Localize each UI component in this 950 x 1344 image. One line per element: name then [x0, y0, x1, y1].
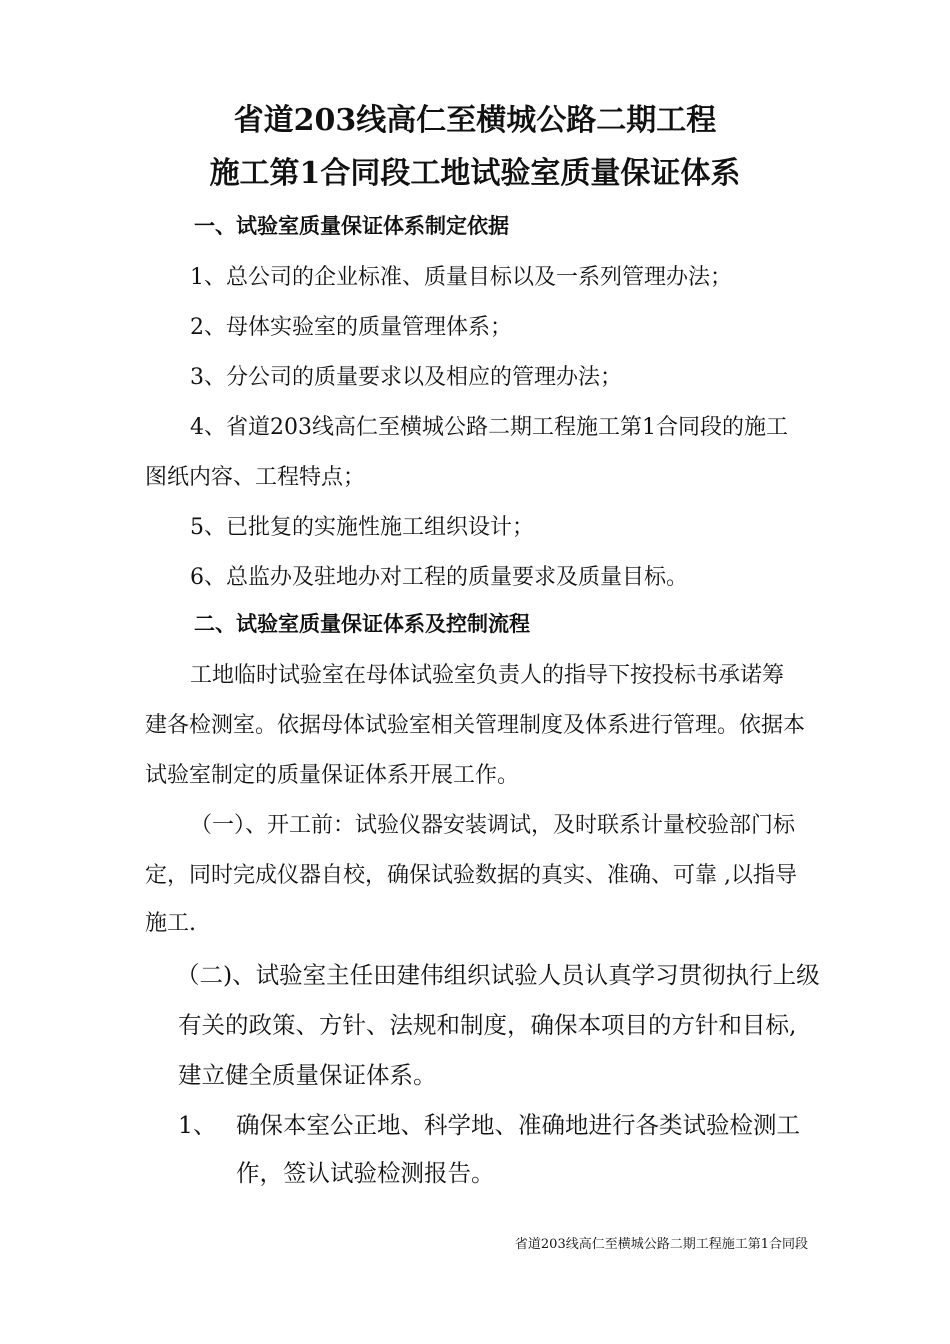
- basis-item-3: 3、分公司的质量要求以及相应的管理办法；: [190, 365, 622, 390]
- page-footer: 省道203线高仁至横城公路二期工程施工第1合同段: [514, 1237, 808, 1252]
- stage-one-paragraph-line-3: 施工.: [145, 911, 196, 936]
- stage-two-paragraph-line-1: （二)、试验室主任田建伟组织试验人员认真学习贯彻执行上级: [176, 961, 820, 989]
- intro-paragraph-line-2: 建各检测室。依据母体试验室相关管理制度及体系进行管理。依据本: [145, 713, 806, 738]
- basis-item-2: 2、母体实验室的质量管理体系；: [190, 315, 512, 340]
- stage-two-paragraph-line-3: 建立健全质量保证体系。: [178, 1061, 437, 1089]
- item-1-text-line-2: 作，签认试验检测报告。: [236, 1159, 495, 1187]
- basis-item-6: 6、总监办及驻地办对工程的质量要求及质量目标。: [190, 565, 688, 590]
- basis-item-5: 5、已批复的实施性施工组织设计；: [190, 515, 534, 540]
- stage-one-paragraph-line-2: 定，同时完成仪器自校，确保试验数据的真实、准确、可靠 ,以指导: [145, 863, 797, 888]
- item-1-number: 1、: [178, 1111, 217, 1139]
- section-1-heading: 一、试验室质量保证体系制定依据: [194, 213, 509, 238]
- stage-one-paragraph-line-1: （一）、开工前：试验仪器安装调试，及时联系计量校验部门标: [190, 813, 796, 838]
- basis-item-1: 1、总公司的企业标准、质量目标以及一系列管理办法；: [190, 265, 732, 290]
- basis-item-4-continued: 图纸内容、工程特点；: [145, 465, 366, 490]
- document-title-line-1: 省道203线高仁至横城公路二期工程: [233, 103, 717, 138]
- section-2-heading: 二、试验室质量保证体系及控制流程: [194, 611, 530, 636]
- document-title-line-2: 施工第1合同段工地试验室质量保证体系: [209, 156, 741, 191]
- intro-paragraph-line-3: 试验室制定的质量保证体系开展工作。: [145, 763, 520, 788]
- item-1-text-line-1: 确保本室公正地、科学地、准确地进行各类试验检测工: [236, 1111, 800, 1139]
- stage-two-paragraph-line-2: 有关的政策、方针、法规和制度，确保本项目的方针和目标,: [178, 1011, 797, 1039]
- intro-paragraph-line-1: 工地临时试验室在母体试验室负责人的指导下按投标书承诺筹: [190, 663, 785, 688]
- basis-item-4: 4、省道203线高仁至横城公路二期工程施工第1合同段的施工: [190, 415, 788, 440]
